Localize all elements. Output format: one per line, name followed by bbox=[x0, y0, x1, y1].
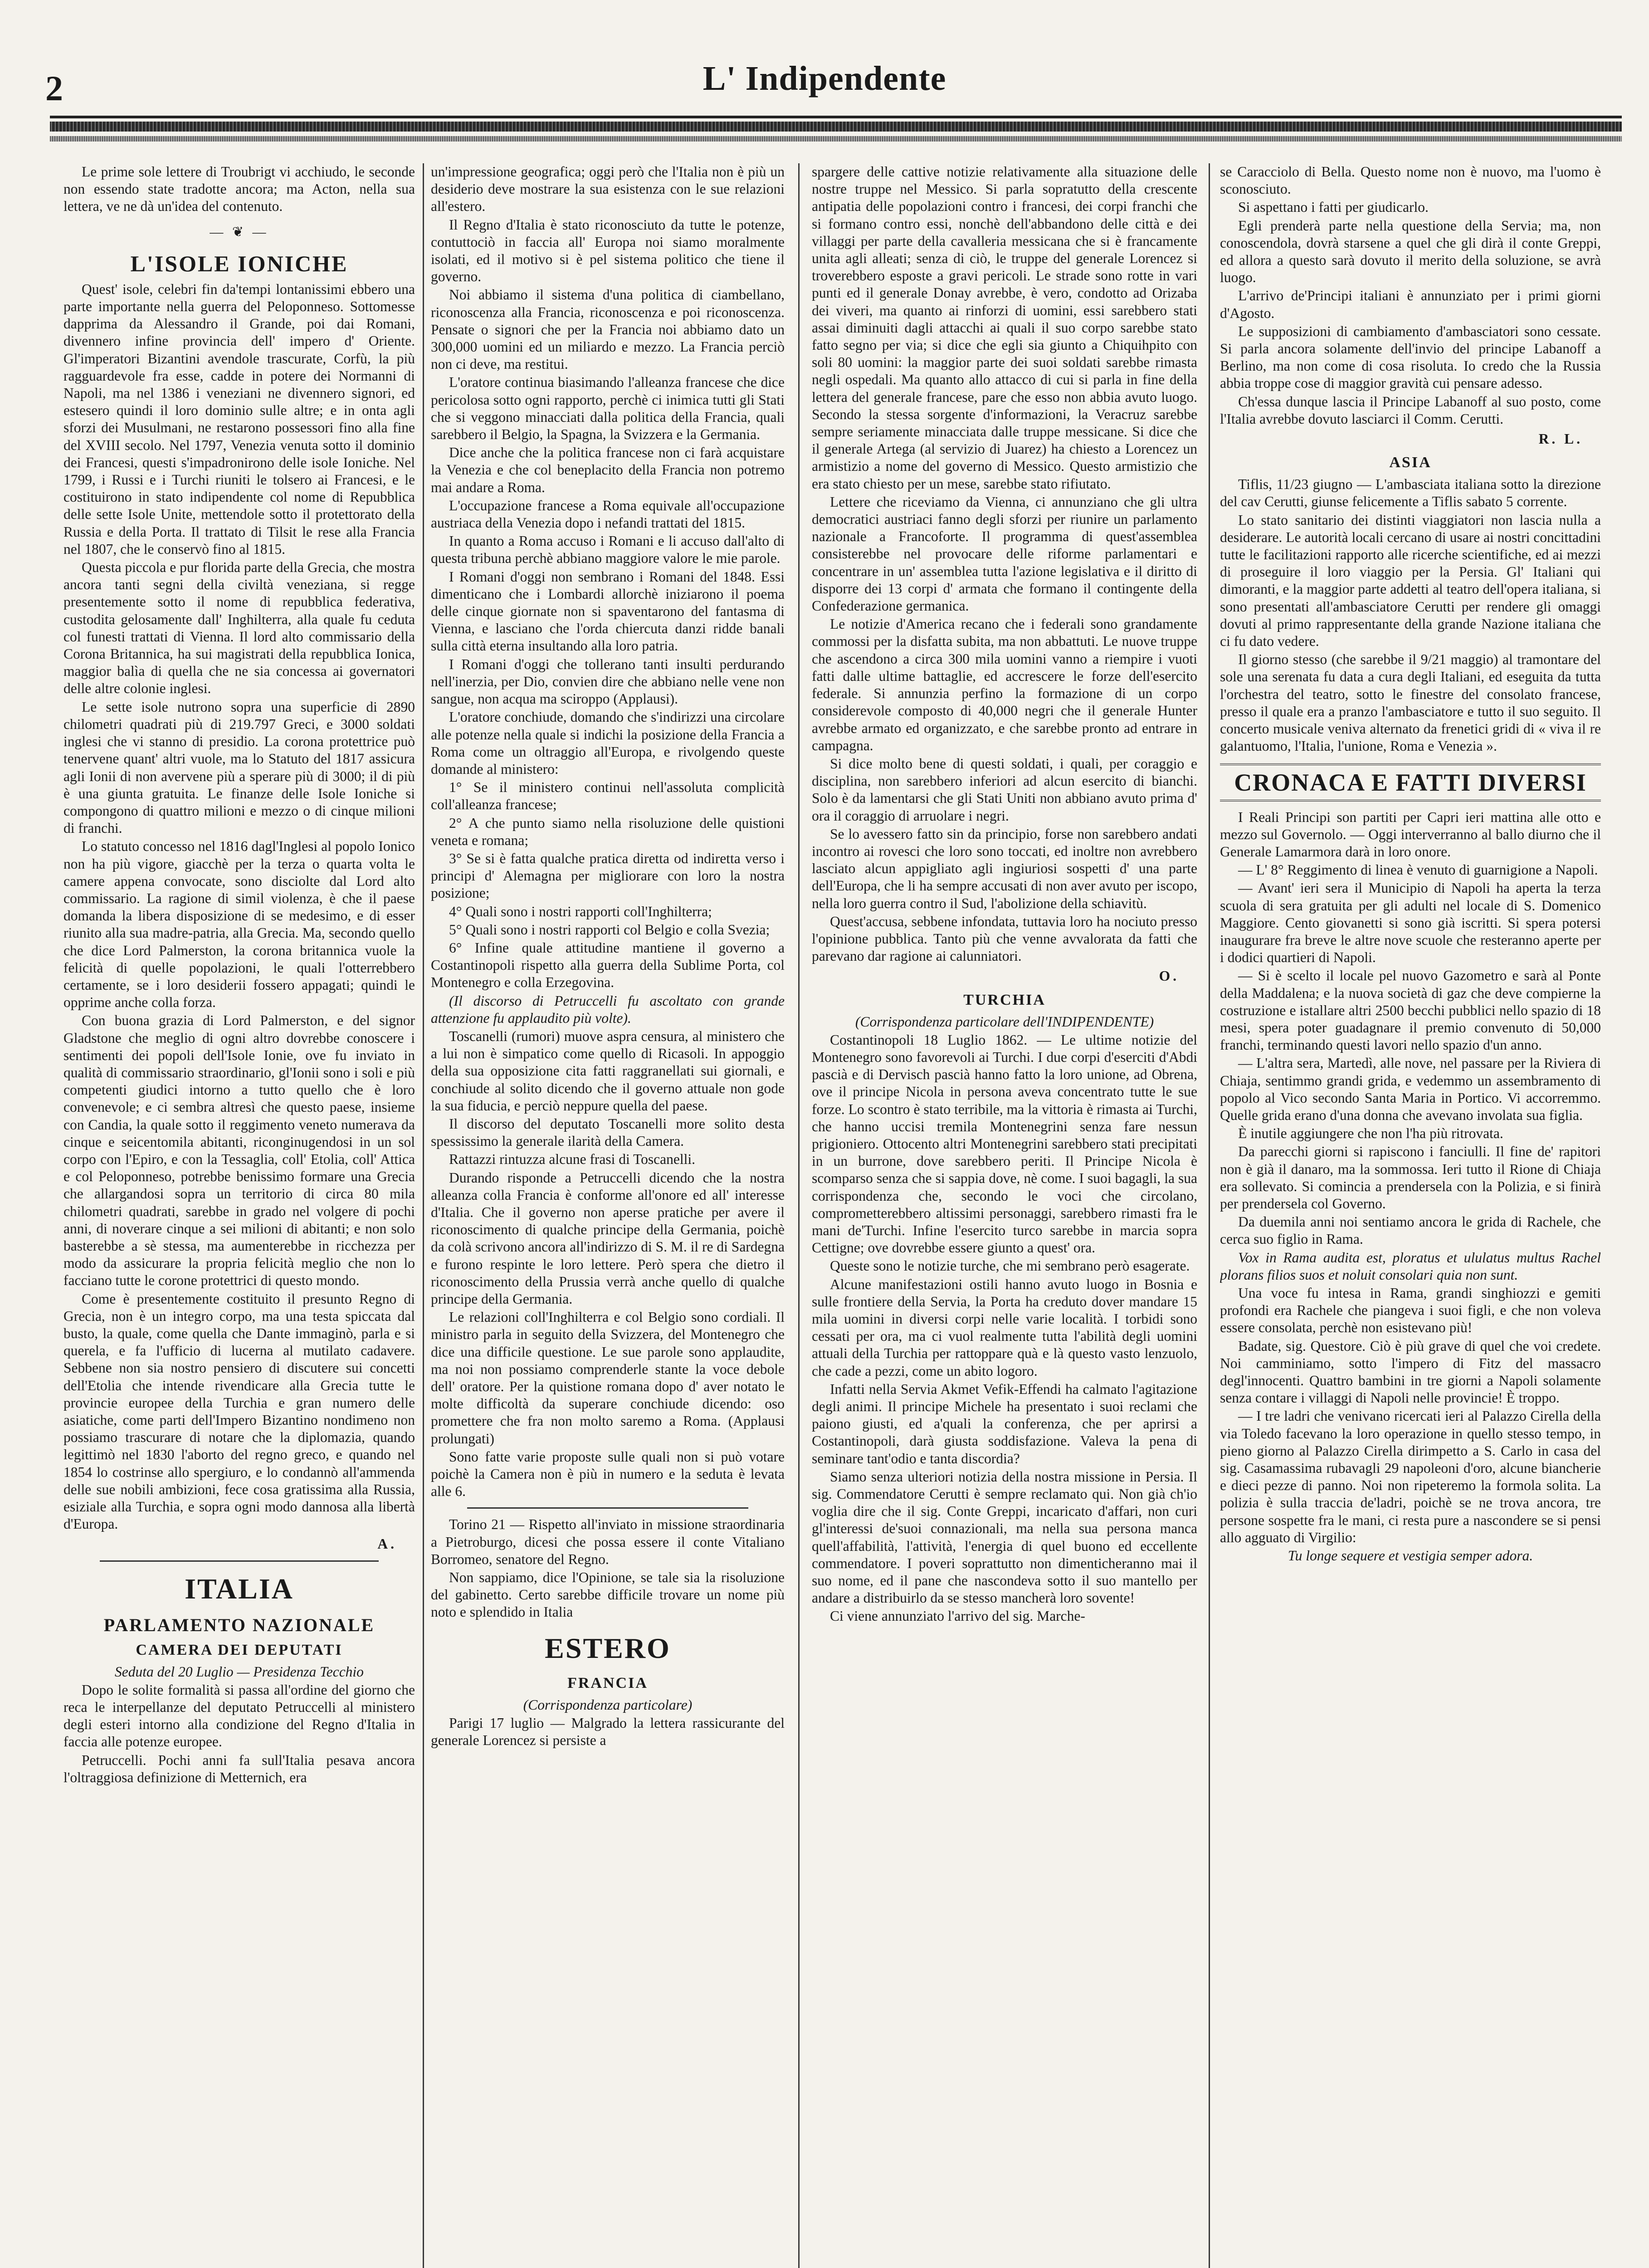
article-paragraph: I Romani d'oggi che tollerano tanti insulti perdurando nell'inerzia, per Dio, convien dire che abbiano nelle vene non sangue, non acqua ma sciroppo (Applausi). bbox=[431, 656, 785, 707]
subheading-turchia: TURCHIA bbox=[963, 991, 1046, 1008]
article-paragraph: Quest' isole, celebri fin da'tempi lontanissimi ebbero una parte importante nella guerra del Peloponneso. Sottomesse dapprima da Alessandro il Grande, poi dai Romani, divennero infine provincia dell' impero d' Oriente. Gl'imperatori Bizantini avendole trascurate, Corfù, la più ragguardevole fra esse, cadde in potere dei Normanni di Napoli, ma nel 1386 i veneziani ne divennero signori, ed estesero quindi il loro dominio sulle altre; e in onta agli sforzi dei Musulmani, ne restarono possessori fino alla fine del XVIII secolo. Nel 1797, Venezia venuta sotto il dominio dei Francesi, questi s'impadronirono delle isole Ioniche. Nel 1799, i Russi e i Turchi riuniti le tolsero ai Francesi, e le costituirono in stato indipendente col nome di Repubblica delle sette Isole Unite, mettendole sotto il protettorato della Russia e della Porta. Il trattato di Tilsit le rese alla Francia nel 1807, che le conservò fino al 1815. bbox=[63, 281, 415, 557]
article-paragraph: Noi abbiamo il sistema d'una politica di ciambellano, riconoscenza alla Francia, riconoscenza e poi riconoscenza. Pensate o signori che per la Francia noi abbiamo dato un 300,000 uomini ed un miliardo e mezzo. La Francia perciò non ci deve, ma restitui. bbox=[431, 287, 785, 372]
article-paragraph: In quanto a Roma accuso i Romani e li accuso dall'alto di questa tribuna perchè abbiano maggiore valore le mie parole. bbox=[431, 533, 785, 567]
header-fine-rule bbox=[50, 136, 1622, 142]
subheading-francia: FRANCIA bbox=[567, 1674, 648, 1691]
subheading-parlamento: PARLAMENTO NAZIONALE bbox=[103, 1614, 375, 1635]
article-paragraph: Lo statuto concesso nel 1816 dagl'Inglesi al popolo Ionico non ha più vigore, giacchè per la terza o quarta volta le camere appena convocate, sono disciolte dal Lord alto commissario. La ragione di simil violenza, è che il paese domanda la libera disposizione di se medesimo, e di esser riunito alla sua madre-patria, alla Grecia. Ma, secondo quello che dice Lord Palmerston, la corona britannica vuole la felicità di quelle popolazioni, le quali l'otterrebbero certamente, se i loro desiderii fossero appagati; quindi le opprime anche colla forza. bbox=[63, 838, 415, 1011]
article-paragraph: Costantinopoli 18 Luglio 1862. — Le ultime notizie del Montenegro sono favorevoli ai Turchi. I due corpi d'eserciti d'Abdi pascià e di Dervisch pascià hanno fatto la loro unione, ad Obrena, ove il principe Nicola in persona aveva concentrato tutte le sue forze. Lo scontro è stato terribile, ma la vittoria è rimasta ai Turchi, che hanno uccisi tremila Montenegrini senza fare nessun prigioniero. Ottocento altri Montenegrini sarebbero stati precipitati in un burrone, dove sarebbero periti. Il Principe Nicola è scomparso senza che si sappia dove, nè come. I suoi bagagli, la sua corrispondenza che, secondo le voci che circolano, comprometterebbero altissimi personaggi, sarebbero rimasti fra le mani de'Turchi. Infine l'esercito turco sarebbe in marcia sopra Cettigne; ove dovrebbe essere giunto a quest' ora. bbox=[812, 1031, 1197, 1256]
article-paragraph: Torino 21 — Rispetto all'inviato in missione straordinaria a Pietroburgo, dicesi che possa essere il conte Vitaliano Borromeo, senatore del Regno. bbox=[431, 1516, 785, 1567]
question-item: 3° Se si è fatta qualche pratica diretta od indiretta verso i principi d' Alemagna per migliorare con loro la nostra posizione; bbox=[431, 850, 785, 901]
article-paragraph: È inutile aggiungere che non l'ha più ritrovata. bbox=[1238, 1125, 1503, 1142]
section-ornament: — ❦ — bbox=[210, 224, 269, 240]
header-ornament-rule bbox=[50, 122, 1622, 132]
article-paragraph: Le prime sole lettere di Troubrigt vi acchiudo, le seconde non essendo state tradotte ancora; ma Acton, nella sua lettera, ve ne dà un'idea del contenuto. bbox=[63, 164, 415, 215]
article-paragraph: Petruccelli. Pochi anni fa sull'Italia pesava ancora l'oltraggiosa definizione di Metternich, era bbox=[63, 1752, 415, 1785]
article-paragraph: Una voce fu intesa in Rama, grandi singhiozzi e gemiti profondi era Rachele che piangeva i suoi figli, e che non voleva essere consolata, perchè non esistevano più! bbox=[1220, 1285, 1601, 1336]
article-paragraph: Durando risponde a Petruccelli dicendo che la nostra alleanza colla Francia è conforme all'onore ed all' interesse d'Italia. Che il governo non aperse pratiche per avere il riconoscimento di qualche principe della Germania, poichè da colà scrivono ancora all'indirizzo di S. M. il re di Sardegna e furono respinte le loro lettere. Però spera che dietro il riconoscimento della Prussia verrà anche quello di qualche principe della Germania. bbox=[431, 1169, 785, 1307]
column-4 bbox=[1220, 163, 1601, 2268]
article-paragraph: Siamo senza ulteriori notizia della nostra missione in Persia. Il sig. Commendatore Cerutti è sempre reclamato qui. Non già ch'io voglia dire che il sig. Conte Greppi, incaricato d'affari, non curi gl'interessi de'suoi connazionali, ma nella sua persona manca quell'affabilità, l'attività, l'energia di quel buono ed eccellente commendatore. I poveri soprattutto non dimenticheranno mai il suo nome, ed il pane che nascondeva sotto il suo mantello per andare a distribuirlo da se stesso mancherà loro sovente! bbox=[812, 1468, 1197, 1606]
signature: O. bbox=[1159, 968, 1179, 984]
article-paragraph: Quest'accusa, sebbene infondata, tuttavia loro ha nociuto presso l'opinione pubblica. Tanto più che venne avvalorata da fatti che parevano dar ragione ai calunniatori. bbox=[812, 913, 1197, 964]
latin-quote: Vox in Rama audita est, ploratus et ululatus multus Rachel plorans filios suos et noluit consolari quia non sunt. bbox=[1220, 1249, 1601, 1283]
article-paragraph: — L'altra sera, Martedì, alle nove, nel passare per la Riviera di Chiaja, sentimmo grandi grida, e vedemmo un assembramento di popolo al Vico secondo Santa Maria in Portico. Vi accorremmo. Quelle grida erano d'una donna che avevano involata sua figlia. bbox=[1220, 1055, 1601, 1123]
column-2 bbox=[431, 163, 785, 2268]
article-paragraph: Dopo le solite formalità si passa all'ordine del giorno che reca le interpellanze del deputato Petruccelli al ministero degli esteri intorno alla condizione del Regno d'Italia in faccia alle potenze europee. bbox=[63, 1681, 415, 1750]
article-paragraph: spargere delle cattive notizie relativamente alla situazione delle nostre truppe nel Messico. Si parla sopratutto della crescente antipatia delle popolazioni contro i francesi, dei corpi franchi che si formano contro essi, nonchè dell'abbandono delle città e dei villaggi per parte della cavalleria messicana che si è francamente unita agli alleati; senza di ciò, le truppe del generale Lorencez si troverebbero esposte a gravi pericoli. Le strade sono rotte in vari punti ed il generale Donay avrebbe, è vero, condotto ad Orizaba dei viveri, ma quanto ai rinforzi di uomini, essi sarebbero stati assai diminuiti dagli attacchi ai quali il suo corpo sarebbe stato fatto segno per via; si dice che egli sia giunto a Chiquihpito con soli 80 uomini: la maggior parte dei suoi soldati sarebbe rimasta negli ospedali. Ma quanto allo attacco di cui si parla in fine della lettera del generale francese, pare che esso non abbia avuto luogo. Secondo la stessa sorgente d'informazioni, la Veracruz sarebbe sempre seriamente minacciata dalle truppe messicane. Si dice che il generale Artega (al servizio di Juarez) ha chiesto a Lorencez un armistizio a nome del governo di Messico. Questo armistizio che era stato chiesto per un mese, sarebbe stato rifiutato. bbox=[812, 164, 1197, 492]
article-paragraph: Parigi 17 luglio — Malgrado la lettera rassicurante del generale Lorencez si persiste a bbox=[431, 1715, 785, 1749]
section-heading-italia: ITALIA bbox=[185, 1572, 294, 1605]
article-paragraph: Questa piccola e pur florida parte della Grecia, che mostra ancora tanti segni della civiltà veneziana, si regge presentemente sotto il nome di repubblica federativa, custodita gelosamente dall' Inghilterra, alla quale fu ceduta col funesti trattati di Vienna. Il lord alto commissario della Corona Britannica, ha sui magistrati della repubblica Ionica, maggior balìa di quella che ne sia concessa ai governatori delle altre colonie inglesi. bbox=[63, 559, 415, 697]
article-paragraph: Ch'essa dunque lascia il Principe Labanoff al suo posto, come l'Italia avrebbe dovuto lasciarci il Comm. Cerutti. bbox=[1220, 393, 1601, 427]
section-heading-cronaca: CRONACA E FATTI DIVERSI bbox=[1220, 763, 1601, 802]
subheading-asia: ASIA bbox=[1389, 454, 1432, 471]
article-paragraph: Dice anche che la politica francese non ci farà acquistare la Venezia e che col beneplacito della Francia non potremo mai andare a Roma. bbox=[431, 445, 785, 495]
article-paragraph: Le supposizioni di cambiamento d'ambasciatori sono cessate. Si parla ancora solamente dell'invio del principe Labanoff a Berlino, ma non come di cosa risoluta. Io credo che la Russia abbia troppe cose di maggior gravità cui pensare adesso. bbox=[1220, 323, 1601, 391]
article-paragraph: Se lo avessero fatto sin da principio, forse non sarebbero andati incontro ai rovesci che loro sono toccati, ed inoltre non avrebbero lasciato alcun appigliato agli ingiuriosi sospetti d' una parte dell'Europa, che li ha sempre accusati di non aver avuto per iscopo, nella loro guerra contro il Sud, l'abolizione della schiavitù. bbox=[812, 826, 1197, 911]
question-item: 4° Quali sono i nostri rapporti coll'Inghilterra; bbox=[449, 903, 712, 919]
article-paragraph: Da duemila anni noi sentiamo ancora le grida di Rachele, che cerca suo figlio in Rama. bbox=[1220, 1214, 1601, 1247]
article-paragraph: L'oratore conchiude, domando che s'indirizzi una circolare alle potenze nella quale si indichi la posizione della Francia a Roma come un oltraggio all'Europa, e rivolgendo queste domande al ministero: bbox=[431, 709, 785, 777]
column-separator bbox=[798, 163, 800, 2268]
latin-quote: Tu longe sequere et vestigia semper adora. bbox=[1288, 1548, 1533, 1564]
signature: A. bbox=[377, 1536, 397, 1552]
article-paragraph: Le notizie d'America recano che i federali sono grandamente commossi per la disfatta subita, ma non abbattuti. Le nuove truppe che ascendono a circa 300 mila uomini vanno a riempire i vuoti fatti dalle ultime battaglie, ed accrescere le forze dell'esercito federale. Si annunzia perfino la formazione di un corpo considerevole composto di 40,000 negri che il generale Hunter avrebbe armato ed organizzato, e che sarebbe pronto ad entrare in campagna. bbox=[812, 616, 1197, 753]
article-paragraph: Lo stato sanitario dei distinti viaggiatori non lascia nulla a desiderare. Le autorità locali cercano di usare ai nostri concittadini tutte le facilitazioni rapporto alle ricerche scientifiche, ed ai mezzi di proseguire il loro viaggio per la Persia. Gl' Italiani qui dimoranti, e la maggior parte addetti al teatro dell'opera italiana, si sono presentati all'ambasciatore Cerutti per rendere gli omaggi dovuti al primo rappresentante della grande Nazione italiana che ci fu dato vedere. bbox=[1220, 512, 1601, 650]
article-paragraph: Egli prenderà parte nella questione della Servia; ma, non conoscendola, dovrà starsene a quel che gli dirà il conte Greppi, ed allora a questo sarà dovuto il merito della soluzione, se avrà luogo. bbox=[1220, 217, 1601, 286]
article-paragraph: Queste sono le notizie turche, che mi sembrano però esagerate. bbox=[830, 1258, 1190, 1274]
article-paragraph: Come è presentemente costituito il presunto Regno di Grecia, non è un integro corpo, ma una testa spiccata dal busto, la quale, come quella che Dante immaginò, parla e si querela, e fa l'ufficio di lucerna al mutilato cadavere. Sebbene non sia nostro pensiero di discutere sui concetti dell'Etolia che intende rivendicare alla Grecia tutte le provincie europee della Turchia e gran numero delle asiatiche, come parti dell'Impero Bizantino nondimeno non possiamo trascurare di notare che la diplomazia, quando legittimò nel 1830 l'aborto del regno greco, e quando nel 1854 lo costrinse allo spergiuro, e lo condannò all'ammenda delle sue nobili ambizioni, fece cosa gratissima alla Russia, esiziale alla Turchia, e sopra ogni modo dannosa alla libertà d'Europa. bbox=[63, 1290, 415, 1532]
article-paragraph: Il Regno d'Italia è stato riconosciuto da tutte le potenze, contuttociò in faccia all' Europa noi siamo moralmente isolati, ed il motivo si è pel sistema politico che tiene il governo. bbox=[431, 216, 785, 285]
newspaper-title: L' Indipendente bbox=[703, 59, 946, 98]
article-paragraph: Infatti nella Servia Akmet Vefik-Effendi ha calmato l'agitazione degli animi. Il principe Michele ha presentato i suoi reclami che paiono giusti, ed a'quali la conferenza, che per aprirsi a Costantinopoli, darà giusta soddisfazione. Valeva la pena di seminare tant'odio e tanta discordia? bbox=[812, 1381, 1197, 1466]
article-paragraph: L'occupazione francese a Roma equivale all'occupazione austriaca della Venezia dopo i nefandi trattati del 1815. bbox=[431, 497, 785, 531]
session-line: Seduta del 20 Luglio — Presidenza Tecchio bbox=[115, 1663, 364, 1680]
article-paragraph: Le relazioni coll'Inghilterra e col Belgio sono cordiali. Il ministro parla in seguito della Svizzera, del Montenegro che dice una difficile questione. Le sue parole sono applaudite, ma noi non possiamo comprenderle stante la voce debole dell' oratore. Per la quistione romana dopo d' aver notato le molte difficoltà da superare conchiude dicendo: oso promettere che fra non molto saremo a Roma. (Applausi prolungati) bbox=[431, 1309, 785, 1447]
article-paragraph: Si dice molto bene di questi soldati, i quali, per coraggio e disciplina, non sarebbero inferiori ad alcun esercito di bianchi. Solo è da lamentarsi che gli Stati Uniti non abbiano avuto prima d' ora il coraggio di arruolare i negri. bbox=[812, 755, 1197, 824]
correspondence-note: (Corrispondenza particolare) bbox=[523, 1696, 693, 1713]
article-paragraph: — I tre ladri che venivano ricercati ieri al Palazzo Cirella della via Toledo facevano la loro operazione in quello stesso tempo, in pieno giorno al Palazzo Cirella dirimpetto a S. Carlo in casa del sig. Casamassima rubavagli 29 napoleoni d'oro, alcune biancherie e dieci pezze di panno. Noi non ripeteremo la formola solita. La polizia è sulla traccia de'ladri, poichè se ne trova ancora, tre persone sospette fra le mani, ci resta pure a nascondere se si pensi allo agguato di Virgilio: bbox=[1220, 1408, 1601, 1545]
question-item: 6° Infine quale attitudine mantiene il governo a Costantinopoli rispetto alla guerra della Sublime Porta, col Montenegro e colla Erzegovina. bbox=[431, 939, 785, 991]
article-paragraph: I Reali Principi son partiti per Capri ieri mattina alle otto e mezzo sul Governolo. — Oggi interverranno al ballo diurno che il Generale Lamarmora darà in loro onore. bbox=[1220, 809, 1601, 860]
signature: R. L. bbox=[1538, 431, 1583, 447]
article-paragraph: Ci viene annunziato l'arrivo del sig. Marche- bbox=[830, 1608, 1085, 1624]
article-paragraph: Il discorso del deputato Toscanelli more solito desta spessissimo la generale ilarità della Camera. bbox=[431, 1115, 785, 1149]
article-paragraph: — Si è scelto il locale pel nuovo Gazometro e sarà al Ponte della Maddalena; e la nuova società di gaz che deve compierne la costruzione e istallare altri 2500 becchi pubblici nello spazio di 18 mesi, spera poter guadagnare il premio convenuto di 50,000 franchi, terminando questi lavori nello spazio d'un anno. bbox=[1220, 968, 1601, 1053]
article-paragraph: L'arrivo de'Principi italiani è annunziato per i primi giorni d'Agosto. bbox=[1220, 288, 1601, 321]
article-paragraph: Sono fatte varie proposte sulle quali non si può votare poichè la Camera non è più in numero e la seduta è levata alle 6. bbox=[431, 1448, 785, 1500]
article-paragraph: — Avant' ieri sera il Municipio di Napoli ha aperta la terza scuola di sera gratuita per gli adulti nel locale di S. Domenico Maggiore. Cento giovanetti si sono già iscritti. Si spera potersi inaugurare fra breve le altre nove scuole che resteranno aperte per i dodici quartieri di Napoli. bbox=[1220, 880, 1601, 966]
article-paragraph: Il giorno stesso (che sarebbe il 9/21 maggio) al tramontare del sole una serenata fu data a cura degli Italiani, ed eseguita da tutta l'orchestra del teatro, sotto le finestre del consolato francese, presso il quale era a pranzo l'ambasciatore e tutto il suo seguito. Il concerto musicale veniva alternato da frenetici gridi di « viva il re galantuomo, l'Italia, l'unione, Roma e Venezia ». bbox=[1220, 651, 1601, 754]
article-paragraph: Con buona grazia di Lord Palmerston, e del signor Gladstone che meglio di ogni altro dovrebbe conoscere i sentimenti dei popoli dell'Isole Ionie, ove fu inviato in qualità di commissario straordinario, gl'Ionii sono i soli e più competenti giudici intorno a tutto quello che è loro convenevole; e ci sembra altresì che questo paese, insieme con Candia, la quale sotto il reggimento veneto numerava da cinque e seicentomila abitanti, riconginugendosi in un sol corpo con l'Epiro, e con la Tessaglia, coll' Etolia, coll' Attica e col Peloponneso, potrebbe benissimo formare una Grecia che allargandosi sopra un territorio di circa 80 mila chilometri quadrati, sarebbe in grado nel volgere di pochi anni, di noverare cinque a sei milioni di abitanti; e non solo basterebbe a sè stessa, ma aumenterebbe in ricchezza per modo da assicurare la propria felicità meglio che non lo facciano tutte le corone protettrici di questo mondo. bbox=[63, 1012, 415, 1289]
editorial-note: (Il discorso di Petruccelli fu ascoltato con grande attenzione fu applaudito più volte). bbox=[431, 992, 785, 1026]
header-rule bbox=[50, 116, 1622, 118]
article-paragraph: un'impressione geografica; oggi però che l'Italia non è più un desiderio deve mostrare la sua esistenza con le sue relazioni all'estero. bbox=[431, 164, 785, 215]
question-item: 1° Se il ministero continui nell'assoluta complicità coll'alleanza francese; bbox=[431, 779, 785, 813]
article-paragraph: Non sappiamo, dice l'Opinione, se tale sia la risoluzione del gabinetto. Certo sarebbe difficile trovare un nome più noto e splendido in Italia bbox=[431, 1569, 785, 1620]
section-heading-isole-ioniche: L'ISOLE IONICHE bbox=[130, 250, 348, 276]
page-number: 2 bbox=[45, 68, 63, 108]
article-paragraph: Da parecchi giorni si rapiscono i fanciulli. Il fine de' rapitori non è già il danaro, ma la sommossa. Ieri tutto il Rione di Chiaja era sollevato. Si comincia a prendersela con la Polizia, e si finirà per prendersela col Governo. bbox=[1220, 1144, 1601, 1212]
correspondence-note: (Corrispondenza particolare dell'INDIPENDENTE) bbox=[855, 1013, 1154, 1030]
article-paragraph: Toscanelli (rumori) muove aspra censura, al ministero che a lui non è simpatico come quello di Ricasoli. In appoggio della sua opposizione cita fatti raggranellati sui giornali, e conchiude al solito dicendo che il governo attuale non gode la sua fiducia, e perciò neppure quella del paese. bbox=[431, 1028, 785, 1114]
subheading-camera: CAMERA DEI DEPUTATI bbox=[136, 1641, 343, 1658]
column-separator bbox=[1209, 163, 1210, 2268]
article-paragraph: Si aspettano i fatti per giudicarlo. bbox=[1238, 199, 1429, 215]
article-paragraph: Tiflis, 11/23 giugno — L'ambasciata italiana sotto la direzione del cav Cerutti, giunse felicemente a Tiflis sabato 5 corrente. bbox=[1220, 476, 1601, 510]
section-heading-estero: ESTERO bbox=[545, 1632, 671, 1664]
column-1 bbox=[63, 163, 415, 2268]
article-paragraph: Rattazzi rintuzza alcune frasi di Toscanelli. bbox=[449, 1151, 695, 1168]
question-item: 2° A che punto siamo nella risoluzione delle quistioni veneta e romana; bbox=[431, 815, 785, 848]
article-paragraph: Badate, sig. Questore. Ciò è più grave di quel che voi credete. Noi camminiamo, sotto l'impero di Fitz del massacro degl'innocenti. Quattro bambini in tre giorni a Napoli solamente senza contare i villaggi di Napoli nelle provincie! È troppo. bbox=[1220, 1338, 1601, 1406]
divider bbox=[100, 1560, 379, 1562]
article-paragraph: se Caracciolo di Bella. Questo nome non è nuovo, ma l'uomo è sconosciuto. bbox=[1220, 164, 1601, 197]
question-item: 5° Quali sono i nostri rapporti col Belgio e colla Svezia; bbox=[449, 921, 770, 938]
article-paragraph: Alcune manifestazioni ostili hanno avuto luogo in Bosnia e sulle frontiere della Servia, la Porta ha creduto dover mandare 15 mila uomini in diversi corpi nelle varie località. I torbidi sono cessati per ora, ma ci vuol realmente tutta l'abilità degli uomini attuali della Turchia per rattoppare quà e là questo vasto lenzuolo, che cade a pezzi, come un abito logoro. bbox=[812, 1276, 1197, 1379]
divider bbox=[467, 1507, 748, 1509]
column-separator bbox=[423, 163, 424, 2268]
article-paragraph: Lettere che riceviamo da Vienna, ci annunziano che gli ultra democratici austriaci fanno degli sforzi per riunire un parlamento nazionale a Francoforte. Il programma di quest'assemblea consisterebbe nel provocare delle riforme parlamentari e concentrare in un' assemblea tutta l'azione legislativa e il diritto di disporre dei 13 corpi d' armata che formano il contingente della Confederazione germanica. bbox=[812, 494, 1197, 614]
article-paragraph: Le sette isole nutrono sopra una superficie di 2890 chilometri quadrati più di 219.797 Greci, e 3000 soldati inglesi che vi stanno di presidio. La corona protettrice può tenervene quant' altri vuole, ma lo Statuto del 1817 assicura agli Ionii di non avervene più a sperare più di 3000; il di più è una giunta gratuita. Le finanze delle Isole Ioniche si compongono di quattro milioni e mezzo o di cinque milioni di franchi. bbox=[63, 699, 415, 836]
article-paragraph: L'oratore continua biasimando l'alleanza francese che dice pericolosa sotto ogni rapporto, perchè ci inimica tutti gli Stati che si veggono minacciati dalla politica della Francia, quali sarebbero il Belgio, la Spagna, la Svizzera e la Germania. bbox=[431, 374, 785, 443]
article-paragraph: I Romani d'oggi non sembrano i Romani del 1848. Essi dimenticano che i Lombardi allorchè iniziarono il poema delle cinque giornate non si spaventarono del fantasma di Vienna, e lasciano che l'orda chiercuta danzi ridde banali sulla città eterna insultando alla loro patria. bbox=[431, 568, 785, 654]
column-3 bbox=[812, 163, 1197, 2268]
article-paragraph: — L' 8° Reggimento di linea è venuto di guarnigione a Napoli. bbox=[1238, 862, 1598, 878]
